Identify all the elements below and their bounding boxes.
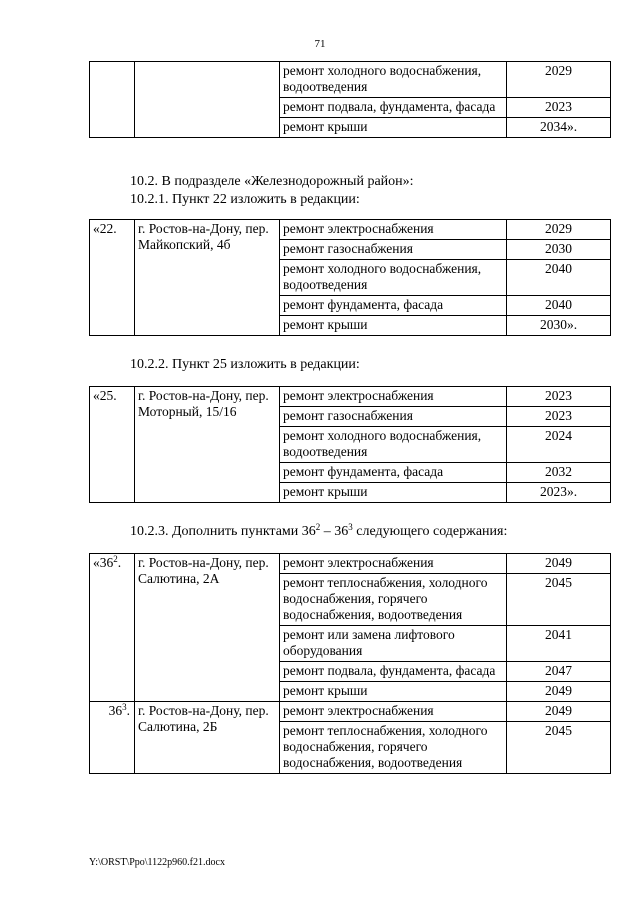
year-cell: 2049 — [507, 702, 611, 722]
year-cell: 2023 — [507, 98, 611, 118]
item-22-table — [89, 219, 611, 336]
items-36-table — [89, 553, 611, 774]
year-cell: 2049 — [507, 554, 611, 574]
work-cell: ремонт газоснабжения — [280, 240, 507, 260]
item-number-suffix: . — [117, 555, 122, 570]
year-cell: 2045 — [507, 722, 611, 774]
address-cell: г. Ростов-на-Дону, пер. Майкопский, 4б — [135, 220, 280, 336]
superscript: 3 — [122, 702, 127, 712]
paragraph-10-2-3 — [130, 523, 507, 540]
work-cell: ремонт крыши — [280, 316, 507, 336]
work-cell: ремонт холодного водоснабжения, водоотведения — [280, 260, 507, 296]
work-cell: ремонт крыши — [280, 483, 507, 503]
year-cell: 2034». — [507, 118, 611, 138]
superscript: 2 — [113, 554, 118, 564]
num-cell — [90, 702, 135, 774]
superscript: 2 — [315, 522, 321, 532]
year-cell: 2029 — [507, 220, 611, 240]
work-cell: ремонт электроснабжения — [280, 554, 507, 574]
table-row — [90, 554, 611, 574]
year-cell: 2030». — [507, 316, 611, 336]
year-cell: 2040 — [507, 296, 611, 316]
paragraph-10-2: 10.2. В подразделе «Железнодорожный район»: — [130, 174, 414, 189]
address-cell: г. Ростов-на-Дону, пер. Салютина, 2Б — [135, 702, 280, 774]
work-cell: ремонт крыши — [280, 118, 507, 138]
table-row — [90, 220, 611, 240]
year-cell: 2040 — [507, 260, 611, 296]
work-cell: ремонт холодного водоснабжения, водоотведения — [280, 62, 507, 98]
address-cell: г. Ростов-на-Дону, пер. Салютина, 2А — [135, 554, 280, 702]
paragraph-text: 10.2.3. Дополнить пунктами 36 — [130, 524, 316, 539]
year-cell: 2049 — [507, 682, 611, 702]
item-number: «36 — [93, 555, 114, 570]
continuation-table — [89, 61, 611, 138]
year-cell: 2047 — [507, 662, 611, 682]
work-cell: ремонт крыши — [280, 682, 507, 702]
address-cell — [135, 62, 280, 138]
work-cell: ремонт или замена лифтового оборудования — [280, 626, 507, 662]
table-row — [90, 62, 611, 98]
work-cell: ремонт электроснабжения — [280, 220, 507, 240]
year-cell: 2029 — [507, 62, 611, 98]
year-cell: 2023 — [507, 407, 611, 427]
year-cell: 2023 — [507, 387, 611, 407]
paragraph-10-2-2: 10.2.2. Пункт 25 изложить в редакции: — [130, 357, 360, 372]
paragraph-text: следующего содержания: — [352, 524, 508, 539]
item-number: 36 — [108, 703, 123, 718]
work-cell: ремонт электроснабжения — [280, 702, 507, 722]
num-cell: «22. — [90, 220, 135, 336]
work-cell: ремонт подвала, фундамента, фасада — [280, 98, 507, 118]
table-row — [90, 387, 611, 407]
work-cell: ремонт газоснабжения — [280, 407, 507, 427]
year-cell: 2045 — [507, 574, 611, 626]
address-cell: г. Ростов-на-Дону, пер. Моторный, 15/16 — [135, 387, 280, 503]
work-cell: ремонт подвала, фундамента, фасада — [280, 662, 507, 682]
work-cell: ремонт фундамента, фасада — [280, 463, 507, 483]
num-cell: «25. — [90, 387, 135, 503]
paragraph-text: – 36 — [320, 524, 349, 539]
num-cell — [90, 554, 135, 702]
page-number: 71 — [314, 38, 326, 50]
footer-file-path: Y:\ORST\Ppo\1122p960.f21.docx — [89, 857, 225, 868]
superscript: 3 — [348, 522, 353, 532]
work-cell: ремонт теплоснабжения, холодного водоснабжения, горячего водоснабжения, водоотведения — [280, 722, 507, 774]
table-row — [90, 702, 611, 722]
work-cell: ремонт электроснабжения — [280, 387, 507, 407]
paragraph-10-2-1: 10.2.1. Пункт 22 изложить в редакции: — [130, 192, 360, 207]
item-25-table — [89, 386, 611, 503]
work-cell: ремонт фундамента, фасада — [280, 296, 507, 316]
num-cell — [90, 62, 135, 138]
work-cell: ремонт холодного водоснабжения, водоотведения — [280, 427, 507, 463]
year-cell: 2030 — [507, 240, 611, 260]
year-cell: 2032 — [507, 463, 611, 483]
year-cell: 2023». — [507, 483, 611, 503]
year-cell: 2024 — [507, 427, 611, 463]
item-number-suffix: . — [126, 703, 130, 718]
work-cell: ремонт теплоснабжения, холодного водоснабжения, горячего водоснабжения, водоотведения — [280, 574, 507, 626]
year-cell: 2041 — [507, 626, 611, 662]
